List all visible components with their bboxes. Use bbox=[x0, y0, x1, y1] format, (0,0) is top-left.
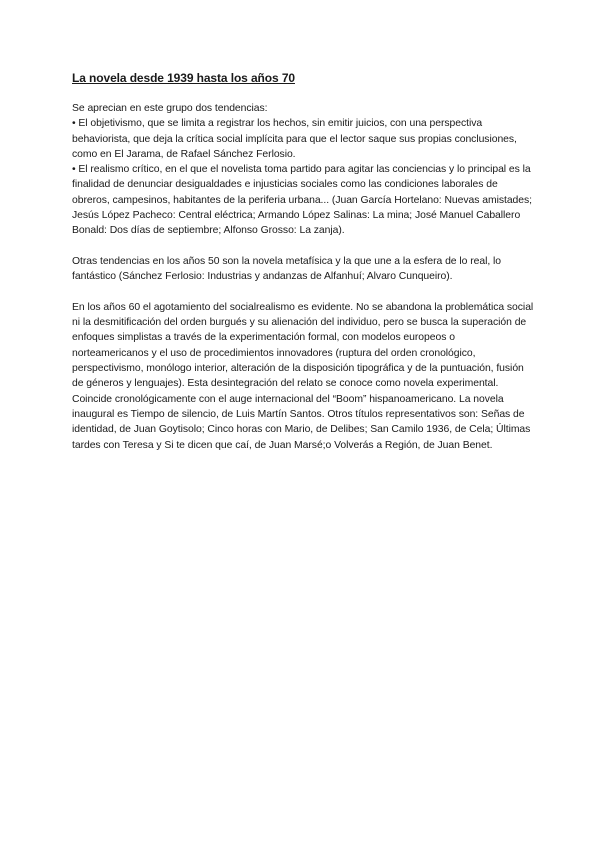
intro-paragraph: Se aprecian en este grupo dos tendencias: bbox=[72, 103, 268, 114]
document-body bbox=[72, 70, 534, 453]
paragraph-anos-60: En los años 60 el agotamiento del socialrealismo es evidente. No se abandona la problemática social ni la desmitificación del orden burgués y su alienación del individuo, pero se busca la superación de enfoques simplistas a través de la experimentación formal, con modelos europeos o norteamericanos y el uso de procedimientos innovadores (ruptura del orden cronológico, perspectivismo, monólogo interior, alteración de la disposición tipográfica y de la puntuación, fusión de géneros y lenguajes). Esta desintegración del relato se conoce como novela experimental. Coincide cronológicamente con el auge internacional del “Boom” hispanoamericano. La novela inaugural es Tiempo de silencio, de Luis Martín Santos. Otros títulos representativos son: Señas de identidad, de Juan Goytisolo; Cinco horas con Mario, de Delibes; San Camilo 1936, de Cela; Últimas tardes con Teresa y Si te dicen que caí, de Juan Marsé;o Volverás a Región, de Juan Benet. bbox=[72, 301, 534, 451]
bullet-objetivismo: • El objetivismo, que se limita a registrar los hechos, sin emitir juicios, con una perspectiva behaviorista, que deja la crítica social implícita para que el lector saque sus propias conclusiones, como en El Jarama, de Rafael Sánchez Ferlosio. bbox=[72, 118, 517, 160]
document-title: La novela desde 1939 hasta los años 70 bbox=[72, 71, 295, 85]
bullet-realismo-critico: • El realismo crítico, en el que el novelista toma partido para agitar las conciencias y lo principal es la finalidad de denunciar desigualdades e injusticias sociales como las condiciones laborales de obreros, campesinos, habitantes de la periferia urbana... (Juan García Hortelano: Nuevas amistades; Jesús López Pacheco: Central eléctrica; Armando López Salinas: La mina; José Manuel Caballero Bonald: Dos días de septiembre; Alfonso Grosso: La zanja). bbox=[72, 164, 532, 237]
paragraph-anos-50: Otras tendencias en los años 50 son la novela metafísica y la que une a la esfera de lo real, lo fantástico (Sánchez Ferlosio: Industrias y andanzas de Alfanhuí; Alvaro Cunqueiro). bbox=[72, 255, 501, 283]
paragraph-spacer bbox=[72, 285, 534, 300]
paragraph-spacer bbox=[72, 239, 534, 254]
